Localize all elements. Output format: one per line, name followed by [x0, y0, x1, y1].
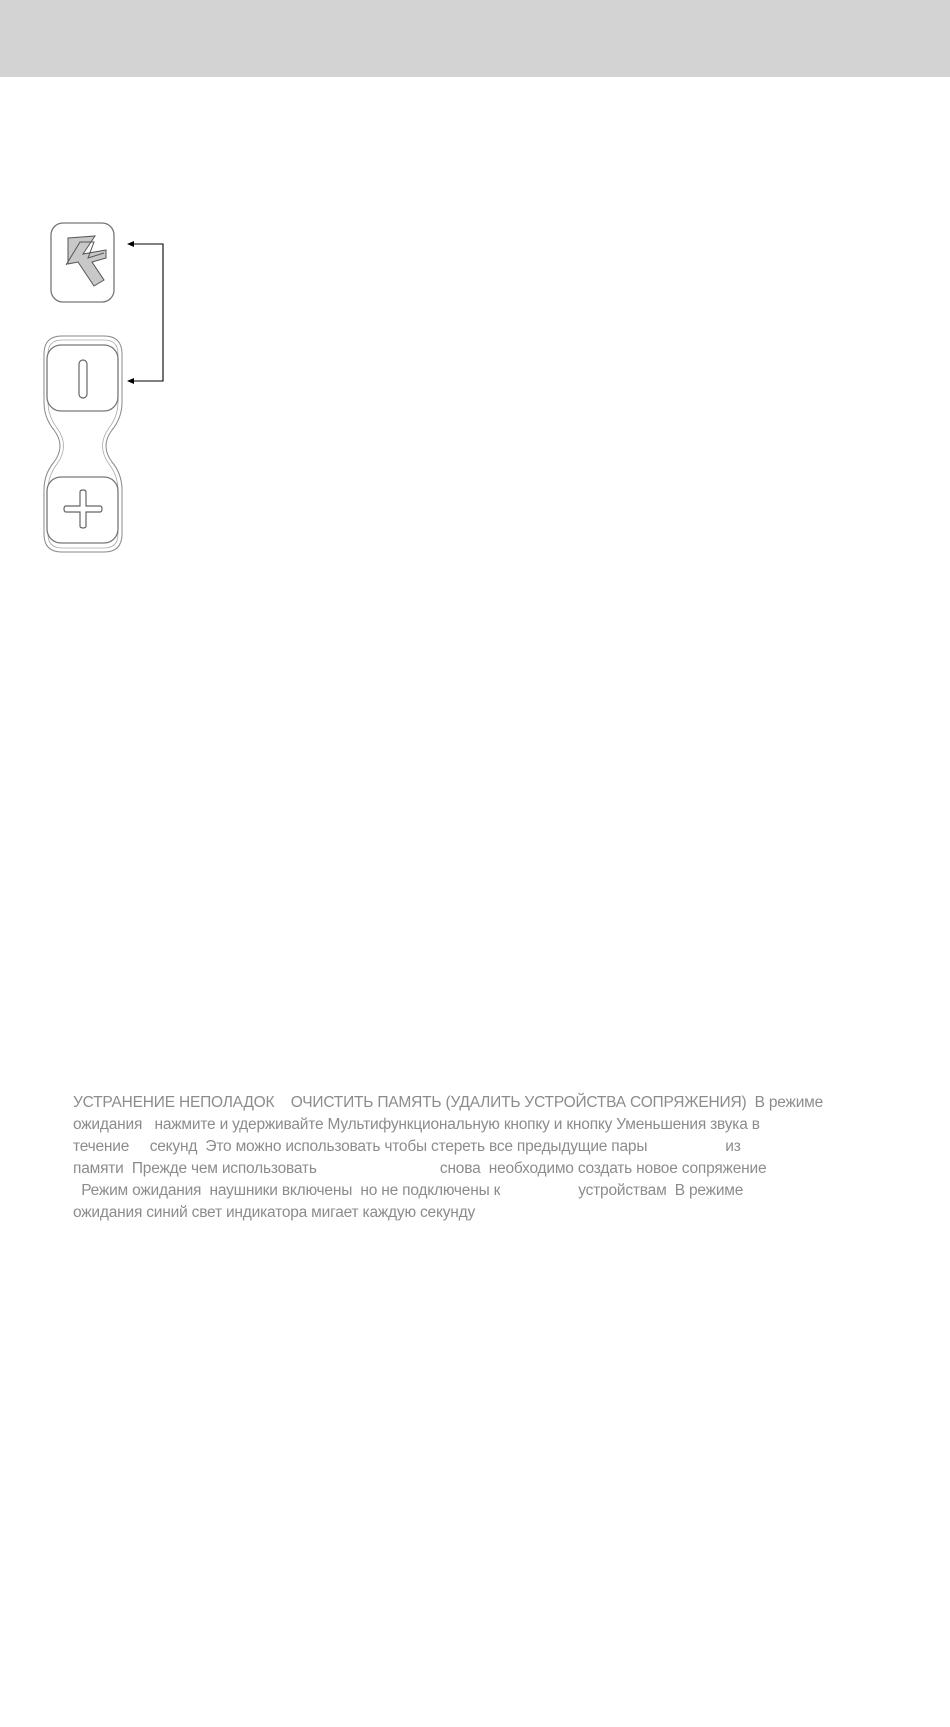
text-line: Режим ожидания наушники включены но не подключены к устройствам В режиме — [73, 1182, 744, 1199]
text-line: памяти Прежде чем использовать снова необходимо создать новое сопряжение — [73, 1160, 767, 1177]
troubleshooting-text — [73, 1092, 873, 1224]
text-line: течение секунд Это можно использовать чтобы стереть все предыдущие пары из — [73, 1138, 741, 1155]
multifunction-button-icon — [51, 223, 114, 302]
volume-up-button-icon — [47, 477, 118, 543]
bracket-arrow-icon — [127, 241, 163, 384]
text-line: ожидания синий свет индикатора мигает каждую секунду — [73, 1204, 476, 1221]
volume-down-button-icon — [47, 345, 118, 411]
button-diagram — [0, 0, 200, 580]
text-line: УСТРАНЕНИЕ НЕПОЛАДОК ОЧИСТИТЬ ПАМЯТЬ (УДАЛИТЬ УСТРОЙСТВА СОПРЯЖЕНИЯ) В режиме — [73, 1094, 824, 1111]
text-line: ожидания нажмите и удерживайте Мультифункциональную кнопку и кнопку Уменьшения звука в — [73, 1116, 760, 1133]
